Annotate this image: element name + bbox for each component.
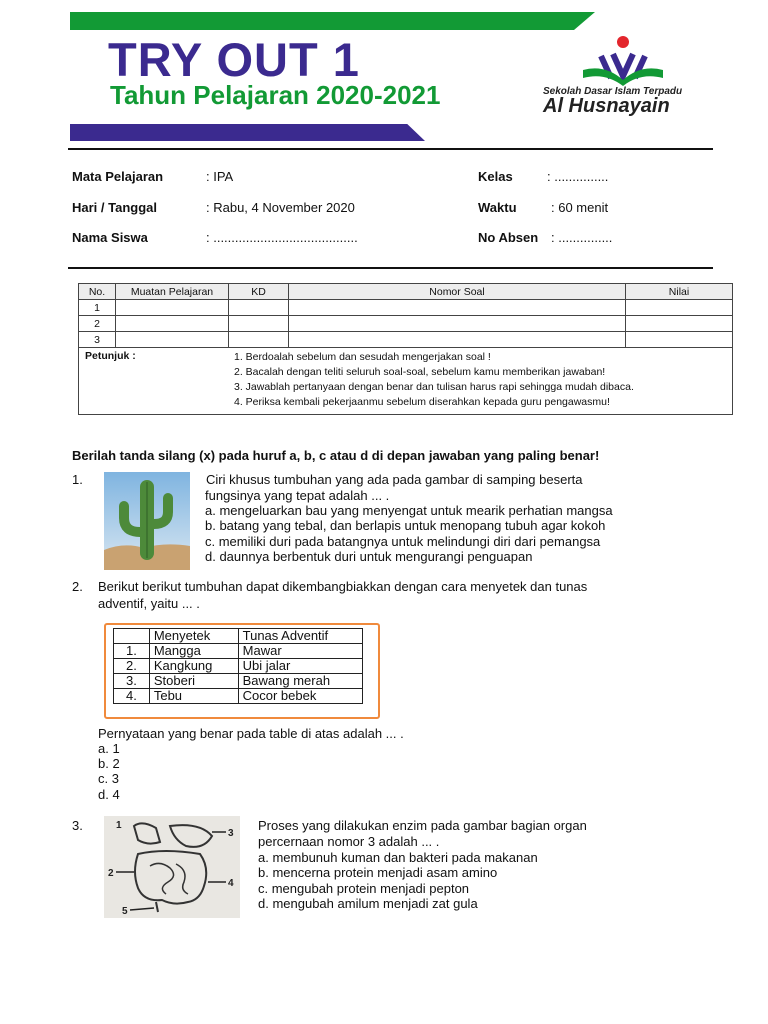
row-number: 2 xyxy=(79,316,116,332)
time-label: Waktu xyxy=(478,200,517,215)
q2-cell: Kangkung xyxy=(149,659,238,674)
q3-option-a[interactable]: a. membunuh kuman dan bakteri pada makanan xyxy=(258,850,538,865)
q2-row-no: 2. xyxy=(114,659,150,674)
petunjuk-item: 2. Bacalah dengan teliti seluruh soal-soal, sebelum kamu memberikan jawaban! xyxy=(234,366,606,378)
purple-stripe xyxy=(70,124,425,141)
q2-col-header xyxy=(114,629,150,644)
col-header-kd: KD xyxy=(229,284,289,300)
q2-option-b[interactable]: b. 2 xyxy=(98,756,120,771)
cell-kd[interactable] xyxy=(229,316,289,332)
col-header-score: Nilai xyxy=(626,284,733,300)
cell-kd[interactable] xyxy=(229,332,289,348)
cell-kd[interactable] xyxy=(229,300,289,316)
divider-top xyxy=(68,148,713,150)
row-number: 1 xyxy=(79,300,116,316)
q2-row-no: 4. xyxy=(114,689,150,704)
school-type: Sekolah Dasar Islam Terpadu xyxy=(543,86,683,97)
petunjuk-label: Petunjuk : xyxy=(85,350,136,362)
cactus-image xyxy=(104,472,190,570)
absen-field[interactable]: : ............... xyxy=(551,230,613,245)
cell-score[interactable] xyxy=(626,332,733,348)
table-row xyxy=(114,674,363,689)
q2-table xyxy=(113,628,363,704)
page-subtitle: Tahun Pelajaran 2020-2021 xyxy=(110,80,441,110)
q2-cell: Ubi jalar xyxy=(238,659,362,674)
q3-option-b[interactable]: b. mencerna protein menjadi asam amino xyxy=(258,865,498,880)
q2-cell: Mawar xyxy=(238,644,362,659)
q2-col-header: Menyetek xyxy=(149,629,238,644)
diagram-label-1: 1 xyxy=(116,820,122,831)
q2-cell: Tebu xyxy=(149,689,238,704)
school-name: Al Husnayain xyxy=(543,95,670,117)
petunjuk-cell xyxy=(79,348,733,415)
name-field[interactable]: : ........................................ xyxy=(206,230,358,245)
q2-cell: Mangga xyxy=(149,644,238,659)
q1-line: Ciri khusus tumbuhan yang ada pada gambar di samping beserta xyxy=(206,472,583,487)
q1-option-d[interactable]: d. daunnya berbentuk duri untuk mengurangi penguapan xyxy=(205,549,533,564)
diagram-label-4: 4 xyxy=(228,878,234,889)
q2-option-a[interactable]: a. 1 xyxy=(98,741,120,756)
q3-line: percernaan nomor 3 adalah ... . xyxy=(258,834,440,849)
q1-option-c[interactable]: c. memiliki duri pada batangnya untuk melindungi diri dari pemangsa xyxy=(205,534,601,549)
table-row xyxy=(114,689,363,704)
q2-option-d[interactable]: d. 4 xyxy=(98,787,120,802)
petunjuk-list xyxy=(234,351,634,411)
q3-line: Proses yang dilakukan enzim pada gambar bagian organ xyxy=(258,818,587,833)
divider-bottom xyxy=(68,267,713,269)
date-value: : Rabu, 4 November 2020 xyxy=(206,200,355,215)
petunjuk-item: 3. Jawablah pertanyaan dengan benar dan tulisan harus rapi sehingga mudah dibaca. xyxy=(234,381,634,393)
q2-cell: Bawang merah xyxy=(238,674,362,689)
table-row xyxy=(79,300,733,316)
cell-question-no[interactable] xyxy=(289,332,626,348)
time-value: : 60 menit xyxy=(551,200,609,215)
cell-score[interactable] xyxy=(626,300,733,316)
cell-subject[interactable] xyxy=(116,300,229,316)
class-label: Kelas xyxy=(478,169,513,184)
instruction: Berilah tanda silang (x) pada huruf a, b, c atau d di depan jawaban yang paling benar! xyxy=(72,448,600,463)
q2-line: adventif, yaitu ... . xyxy=(98,596,200,611)
q2-col-header: Tunas Adventif xyxy=(238,629,362,644)
col-header-question-no: Nomor Soal xyxy=(289,284,626,300)
date-label: Hari / Tanggal xyxy=(72,200,157,215)
q3-option-d[interactable]: d. mengubah amilum menjadi zat gula xyxy=(258,896,478,911)
q2-row-no: 1. xyxy=(114,644,150,659)
q2-statement: Pernyataan yang benar pada table di atas adalah ... . xyxy=(98,726,404,741)
header-banner xyxy=(70,12,710,142)
cell-subject[interactable] xyxy=(116,316,229,332)
q1-line: fungsinya yang tepat adalah ... . xyxy=(205,488,390,503)
col-header-subject: Muatan Pelajaran xyxy=(116,284,229,300)
green-stripe xyxy=(70,12,595,30)
class-field[interactable]: : ............... xyxy=(547,169,609,184)
name-label: Nama Siswa xyxy=(72,230,148,245)
absen-label: No Absen xyxy=(478,230,539,245)
q2-option-c[interactable]: c. 3 xyxy=(98,771,119,786)
q1-number: 1. xyxy=(72,472,83,487)
cell-question-no[interactable] xyxy=(289,316,626,332)
cell-score[interactable] xyxy=(626,316,733,332)
cell-question-no[interactable] xyxy=(289,300,626,316)
table-row xyxy=(114,644,363,659)
petunjuk-item: 4. Periksa kembali pekerjaanmu sebelum diserahkan kepada guru pengawasmu! xyxy=(234,396,610,408)
q3-number: 3. xyxy=(72,818,83,833)
row-number: 3 xyxy=(79,332,116,348)
table-row xyxy=(79,316,733,332)
cell-subject[interactable] xyxy=(116,332,229,348)
q2-cell: Stoberi xyxy=(149,674,238,689)
q2-number: 2. xyxy=(72,579,83,594)
q1-option-b[interactable]: b. batang yang tebal, dan berlapis untuk menopang tubuh agar kokoh xyxy=(205,518,606,533)
petunjuk-item: 1. Berdoalah sebelum dan sesudah mengerjakan soal ! xyxy=(234,351,491,363)
digestive-system-image xyxy=(104,816,240,918)
q2-cell: Cocor bebek xyxy=(238,689,362,704)
q3-option-c[interactable]: c. mengubah protein menjadi pepton xyxy=(258,881,470,896)
q2-row-no: 3. xyxy=(114,674,150,689)
q2-line: Berikut berikut tumbuhan dapat dikembangbiakkan dengan cara menyetek dan tunas xyxy=(98,579,588,594)
diagram-label-2: 2 xyxy=(108,868,114,879)
table-row xyxy=(114,659,363,674)
score-table xyxy=(78,283,733,415)
page-title: TRY OUT 1 xyxy=(108,33,360,86)
subject-value: : IPA xyxy=(206,169,234,184)
table-row xyxy=(79,332,733,348)
school-logo-icon xyxy=(575,34,671,86)
subject-label: Mata Pelajaran xyxy=(72,169,164,184)
col-header-no: No. xyxy=(79,284,116,300)
q1-option-a[interactable]: a. mengeluarkan bau yang menyengat untuk mearik perhatian mangsa xyxy=(205,503,613,518)
diagram-label-5: 5 xyxy=(122,906,128,917)
diagram-label-3: 3 xyxy=(228,828,234,839)
